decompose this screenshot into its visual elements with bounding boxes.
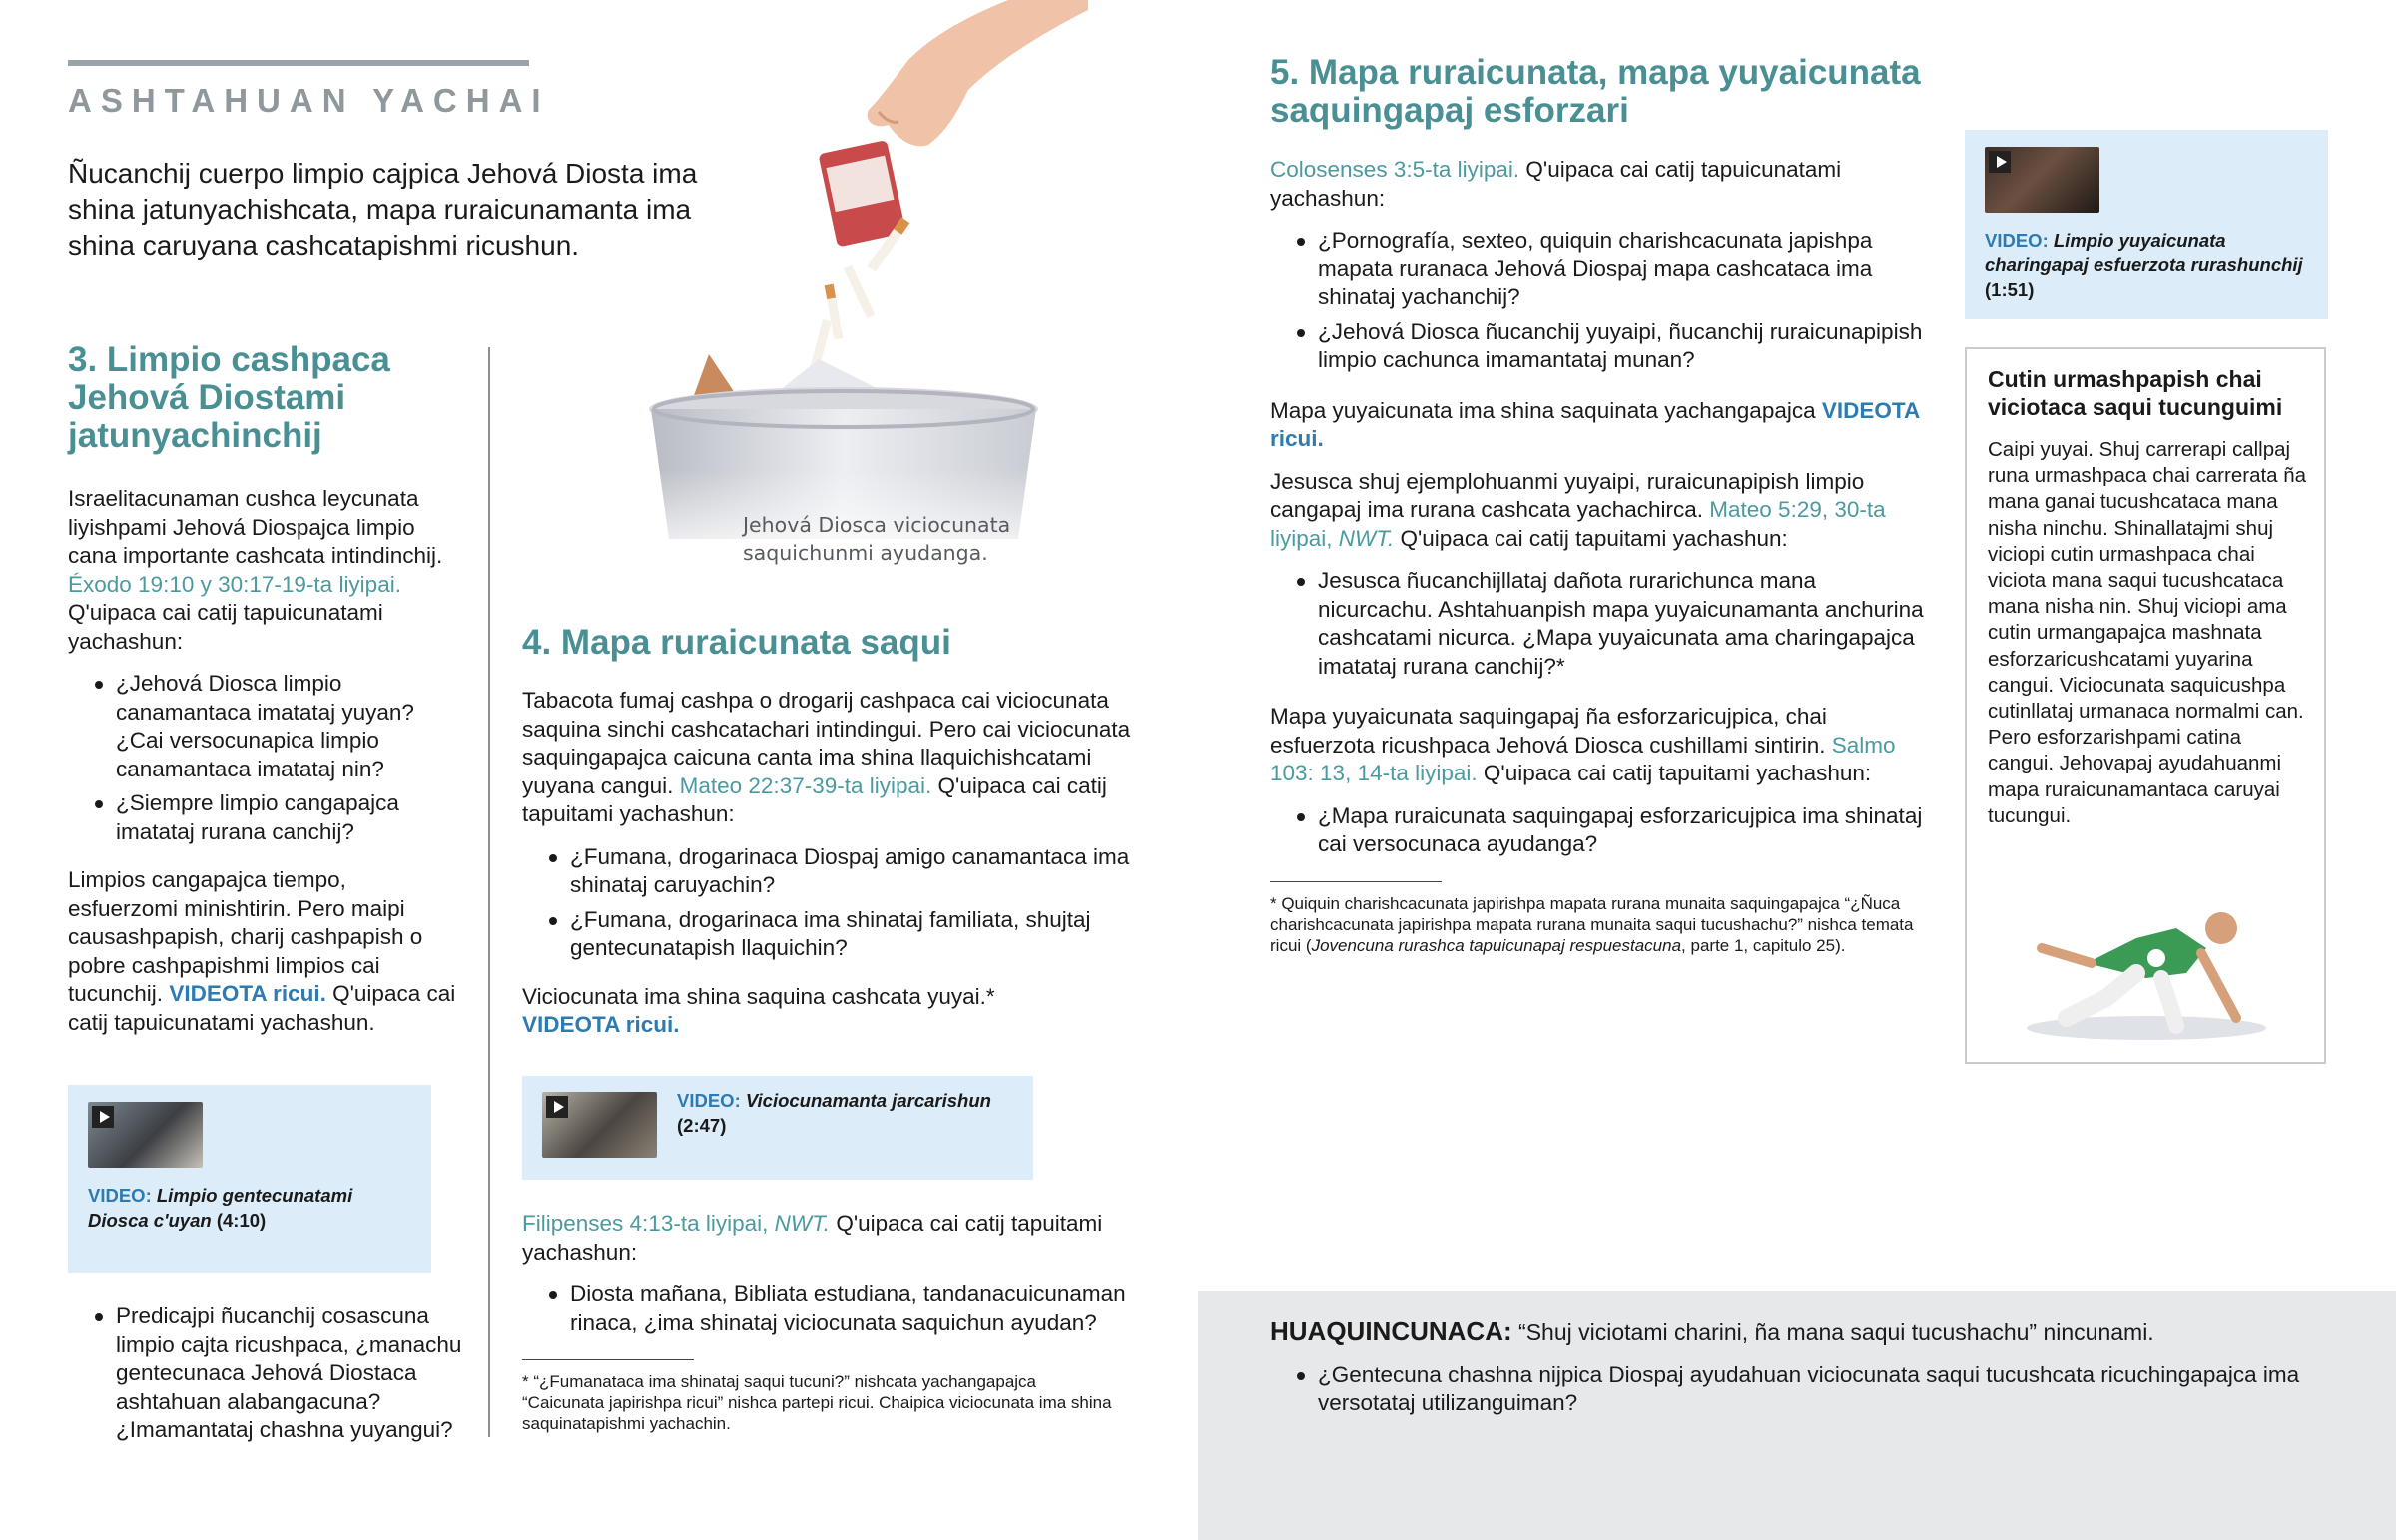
section-3-p2-text: Limpios cangapajca tiempo, esfuerzomi minishtirin. Pero maipi causashpapish, charij cashpapish o pobre cashpapishmi limpios cai tucunchij. [68, 867, 423, 1006]
section-3-p1-tail: Q'uipaca cai catij tapuicunatami yachashun: [68, 600, 383, 654]
illustration-trash [629, 0, 1108, 569]
section-5-scripture-link[interactable]: Colosenses 3:5-ta liyipai. [1270, 157, 1520, 182]
section-3-p1-text: Israelitacunaman cushca leycunata liyishpami Jehová Diospajca limpio cana importante cashcata intindinchij. [68, 486, 443, 568]
section-4-scripture-link-2[interactable]: Filipenses 4:13-ta liyipai, [522, 1211, 769, 1236]
video-duration: (1:51) [1985, 279, 2035, 300]
section-4-footnote-rule [522, 1359, 694, 1360]
section-5-p2-text: Mapa yuyaicunata ima shina saquinata yachangapajca [1270, 397, 1816, 423]
footnote-text-b: , parte 1, capitulo 25). [1681, 936, 1846, 955]
section-3-scripture-link[interactable]: Éxodo 19:10 y 30:17-19-ta liyipai. [68, 571, 401, 597]
section-4-questions-2 [522, 1281, 1131, 1337]
section-5-p1-tail: Q'uipaca cai catij tapuicunatami yachashun: [1270, 157, 1842, 211]
play-icon[interactable] [1989, 151, 2011, 173]
section-5-paragraph-1 [1270, 156, 1929, 213]
section-5-questions-2 [1270, 567, 1929, 681]
play-icon[interactable] [546, 1096, 568, 1118]
footnote-book-title: Jovencuna rurashca tapuicunapaj respuestacuna [1311, 936, 1682, 955]
header-rule [68, 60, 529, 66]
list-item: ¿Pornografía, sexteo, quiquin charishcacunata japishpa mapata ruranaca Jehová Diospaj mapa cashcataca ima shinataj yachanchij? [1270, 227, 1929, 312]
section-5-footnote-rule [1270, 881, 1442, 882]
section-3-video-link[interactable]: VIDEOTA ricui. [169, 981, 326, 1006]
intro-text: Ñucanchij cuerpo limpio cajpica Jehová Diosta ima shina jatunyachishcata, mapa ruraicunamanta ima shina caruyana cashcatapishmi ricushun. [68, 158, 698, 260]
video-caption [88, 1183, 407, 1233]
video-thumbnail[interactable] [542, 1092, 657, 1158]
section-5-paragraph-4 [1270, 703, 1929, 788]
section-3-body [68, 485, 459, 1037]
section-4-video-card[interactable] [522, 1076, 1033, 1180]
summary-text: “Shuj viciotami charini, ña mana saqui tucushachu” nincunami. [1518, 1319, 2154, 1345]
section-4-body [522, 687, 1131, 1040]
section-3-paragraph-1 [68, 485, 459, 656]
section-3-video-card[interactable] [68, 1085, 431, 1273]
video-caption [1985, 228, 2314, 302]
section-4-scripture-version[interactable]: NWT. [774, 1211, 831, 1236]
section-5-scripture-link-2[interactable]: Mateo 5:29, 30-ta liyipai, [1270, 497, 1886, 551]
summary-label: HUAQUINCUNACA: [1270, 1316, 1512, 1346]
section-5-p3-text: Jesusca shuj ejemplohuanmi yuyaipi, ruraicunapipish limpio cangapaj ima rurana cashcata yachachirca. [1270, 468, 1865, 522]
play-icon[interactable] [92, 1106, 114, 1128]
summary-lead [1270, 1317, 2328, 1347]
list-item: ¿Mapa ruraicunata saquingapaj esforzaricujpica ima shinataj cai versocunaca ayudanga? [1270, 802, 1929, 859]
caption-line-1: Jehová Diosca viciocunata [743, 513, 1011, 537]
video-label: VIDEO: [1985, 230, 2049, 251]
video-label: VIDEO: [677, 1090, 741, 1111]
section-4-scripture-link[interactable]: Mateo 22:37-39-ta liyipai. [679, 772, 932, 798]
section-4-video-link[interactable]: VIDEOTA ricui. [522, 1012, 680, 1037]
section-5-paragraph-3 [1270, 468, 1929, 554]
illustration-caption [743, 511, 1010, 567]
summary-content [1270, 1317, 2328, 1424]
sidebar-box-text: Caipi yuyai. Shuj carrerapi callpaj runa urmashpaca chai carrerata ña mana ganai tucushcataca mana nisha ninchu. Shinallatajmi shuj viciopi cutin urmashpaca chai viciota mana saqui tucushcataca mana nisha nin. Shuj viciopi ama cutin urmangapajca mashnata esforzaricushcatami yuyarina cangui. Viciocunata saquicushpa cutinllataj urmanaca normalmi can. Pero esforzarishpami catina cangui. Jehovapaj ayudahuanmi mapa ruraicunamantaca caruyai tucungui. [1988, 438, 2307, 827]
section-5-paragraph-2 [1270, 397, 1929, 454]
section-4-paragraph-1 [522, 687, 1131, 829]
section-5-video-link[interactable]: VIDEOTA ricui. [1270, 397, 1920, 451]
video-duration: (2:47) [677, 1115, 727, 1136]
section-4-title: 4. Mapa ruraicunata saqui [522, 623, 951, 662]
video-thumbnail[interactable] [88, 1102, 203, 1168]
sidebar-video-card[interactable] [1965, 130, 2328, 319]
list-item: ¿Gentecuna chashna nijpica Diospaj ayudahuan viciocunata saqui tucushcata ricuchingapajca ima versotataj utilizanguiman? [1270, 1361, 2328, 1418]
list-item: ¿Fumana, drogarinaca ima shinataj familiata, shujtaj gentecunatapish llaquichin? [522, 906, 1131, 963]
list-item: ¿Jehová Diosca limpio canamantaca imatataj yuyan? ¿Cai versocunapica limpio canamantaca imatataj nin? [68, 670, 459, 783]
section-4-paragraph-3 [522, 1210, 1131, 1267]
trash-can-illustration [629, 0, 1108, 569]
video-duration: (4:10) [216, 1210, 267, 1231]
section-5-p4-text: Mapa yuyaicunata saquingapaj ña esforzaricujpica, chai esfuerzota ricushpaca Jehová Diosca cushillami sintirin. [1270, 704, 1827, 758]
list-item: Predicajpi ñucanchij cosascuna limpio cajta ricushpaca, ¿manachu gentecunaca Jehová Diostaca ashtahuan alabangacuna? ¿Imamantataj chashna yuyangui? [68, 1302, 467, 1445]
section-4-p3-tail: Q'uipaca cai catij tapuitami yachashun: [522, 1211, 1103, 1265]
section-3-title: 3. Limpio cashpaca Jehová Diostami jatunyachinchij [68, 340, 390, 455]
caption-line-2: saquichunmi ayudanga. [743, 541, 988, 565]
section-5-p3-tail: Q'uipaca cai catij tapuitami yachashun: [1400, 525, 1788, 551]
section-3-questions [68, 670, 459, 846]
section-4-questions [522, 843, 1131, 963]
section-4-p2-text: Viciocunata ima shina saquina cashcata yuyai.* [522, 983, 995, 1009]
section-4-p1-tail: Q'uipaca cai catij tapuitami yachashun: [522, 772, 1107, 826]
section-3-closing-questions [68, 1302, 467, 1445]
runner-illustration [1997, 868, 2296, 1048]
video-title: Limpio gentecunatami Diosca c'uyan [88, 1185, 353, 1231]
summary-panel [1198, 1291, 2396, 1540]
sidebar-box-title: Cutin urmashpapish chai viciotaca saqui tucunguimi [1988, 366, 2283, 420]
section-5-scripture-link-3[interactable]: Salmo 103: 13, 14-ta liyipai. [1270, 732, 1896, 785]
section-5-questions [1270, 227, 1929, 375]
section-4-p1-text: Tabacota fumaj cashpa o drogarij cashpaca cai viciocunata saquina sinchi cashcatachari intindingui. Pero cai viciocunata saquingapajca caicuna canta ima shina llaquichishcatami yuyana cangui. [522, 688, 1131, 798]
list-item: ¿Siempre limpio cangapajca imatataj rurana canchij? [68, 789, 459, 846]
list-item: Diosta mañana, Bibliata estudiana, tandanacuicunaman rinaca, ¿ima shinataj viciocunata saquichun ayudan? [522, 1281, 1131, 1337]
section-3-p2-tail: Q'uipaca cai catij tapuicunatami yachashun. [68, 981, 456, 1035]
section-5-scripture-version[interactable]: NWT. [1338, 525, 1395, 551]
video-title: Limpio yuyaicunata charingapaj esfuerzota rurashunchij [1985, 230, 2303, 275]
video-title: Viciocunamanta jarcarishun [745, 1090, 991, 1111]
footnote-text-a: * Quiquin charishcacunata japirishpa mapata rurana munaita saquingapajca “¿Ñuca charishcacunata japirishpa mapata rurana munaita saqui tucushachu?” nishca temata ricui ( [1270, 894, 1914, 955]
list-item: Jesusca ñucanchijllataj dañota rurarichunca mana nicurcachu. Ashtahuanpish mapa yuyaicunamanta anchurina cashcatami nicurca. ¿Mapa yuyaicunata ama charingapajca imatataj rurana canchij?* [1270, 567, 1929, 681]
section-5-title: 5. Mapa ruraicunata, mapa yuyaicunata saquingapaj esforzari [1270, 53, 1921, 130]
section-5-footnote [1270, 893, 1929, 956]
section-3-paragraph-2 [68, 866, 459, 1037]
list-item: ¿Fumana, drogarinaca Diospaj amigo canamantaca ima shinataj caruyachin? [522, 843, 1131, 900]
summary-questions [1270, 1361, 2328, 1418]
page-kicker: ASHTAHUAN YACHAI [68, 82, 550, 119]
video-caption [677, 1088, 1016, 1138]
section-3-closing [68, 1302, 467, 1451]
list-item: ¿Jehová Diosca ñucanchij yuyaipi, ñucanchij ruraicunapipish limpio cachunca imamantataj munan? [1270, 318, 1929, 375]
column-divider [488, 347, 490, 1437]
section-5-questions-3 [1270, 802, 1929, 859]
section-4-paragraph-2 [522, 983, 1131, 1040]
sidebar-box [1965, 347, 2326, 1064]
section-4-footnote: * “¿Fumanataca ima shinataj saqui tucuni?” nishcata yachangapajca “Caicunata japirishpa ricui” nishca partepi ricui. Chaipica viciocunata ima shina saquinatapishmi yachachin. [522, 1372, 1112, 1433]
section-5-body [1270, 156, 1929, 865]
video-label: VIDEO: [88, 1185, 152, 1206]
section-4-body-2 [522, 1210, 1131, 1343]
video-thumbnail[interactable] [1985, 147, 2099, 213]
section-5-p4-tail: Q'uipaca cai catij tapuitami yachashun: [1483, 761, 1872, 785]
